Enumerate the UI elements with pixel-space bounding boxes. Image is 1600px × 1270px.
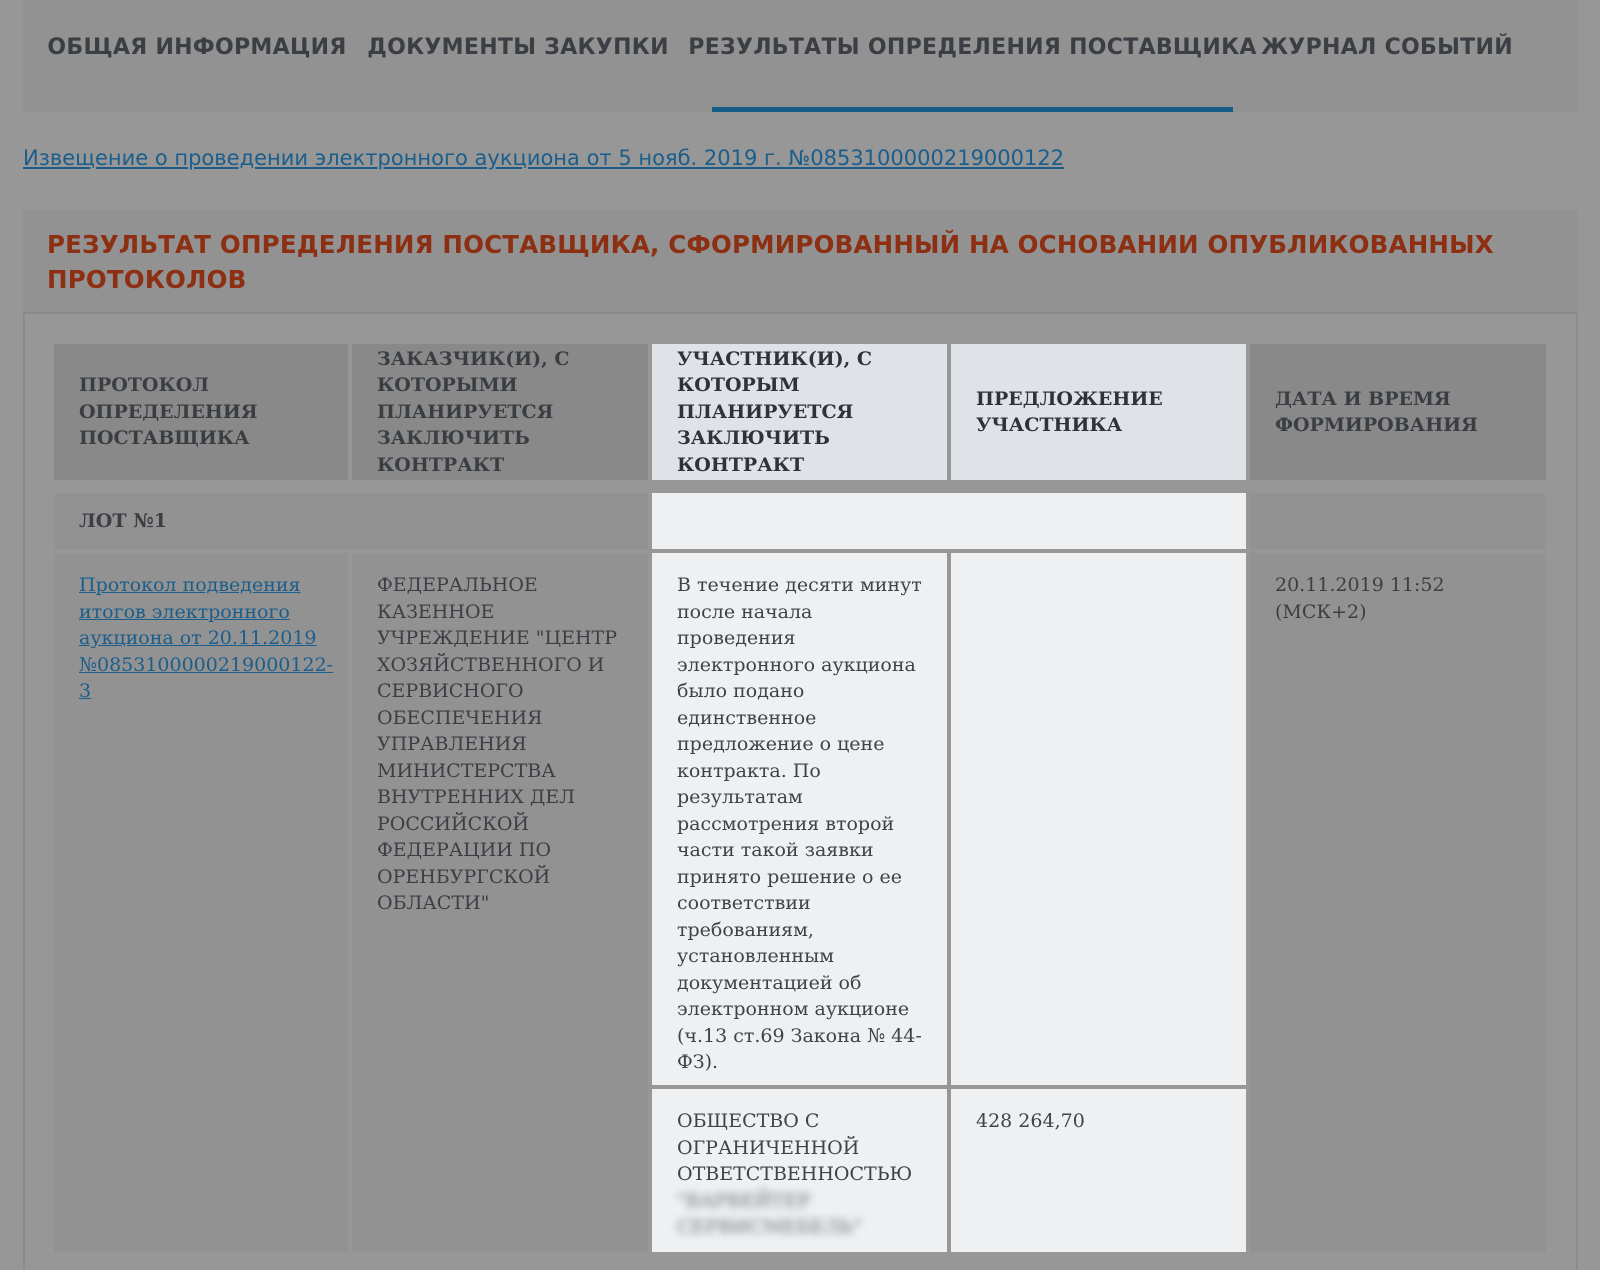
- datetime-cell: [1250, 553, 1546, 1252]
- formation-datetime: 20.11.2019 11:52 (МСК+2): [1275, 574, 1445, 623]
- lot-row-end: [1250, 493, 1546, 549]
- participant-cell: [652, 1089, 947, 1252]
- tab-procurement-docs[interactable]: ДОКУМЕНТЫ ЗАКУПКИ: [367, 34, 669, 60]
- lot-row-highlight: [652, 493, 1246, 549]
- offer-empty-cell: [951, 553, 1246, 1085]
- tab-supplier-results[interactable]: РЕЗУЛЬТАТЫ ОПРЕДЕЛЕНИЯ ПОСТАВЩИКА: [712, 0, 1233, 112]
- tab-general-info[interactable]: ОБЩАЯ ИНФОРМАЦИЯ: [47, 34, 347, 60]
- customer-name: ФЕДЕРАЛЬНОЕ КАЗЕННОЕ УЧРЕЖДЕНИЕ "ЦЕНТР ХОЗЯЙСТВЕННОГО И СЕРВИСНОГО ОБЕСПЕЧЕНИЯ УПРАВЛЕНИЯ МИНИСТЕРСТВА ВНУТРЕННИХ ДЕЛ РОССИЙСКОЙ ФЕДЕРАЦИИ ПО ОРЕНБУРГСКОЙ ОБЛАСТИ": [377, 574, 617, 914]
- tab-event-log[interactable]: ЖУРНАЛ СОБЫТИЙ: [1261, 34, 1513, 60]
- auction-notice-link[interactable]: Извещение о проведении электронного аукциона от 5 нояб. 2019 г. №0853100000219000122: [23, 146, 1065, 170]
- header-protocol: ПРОТОКОЛ ОПРЕДЕЛЕНИЯ ПОСТАВЩИКА: [54, 344, 348, 480]
- customer-cell: [352, 553, 648, 1252]
- participant-name-redacted: "ВАРВЕЙТЕР СЕРВИСМЕБЕЛЬ": [677, 1189, 862, 1238]
- header-offer: ПРЕДЛОЖЕНИЕ УЧАСТНИКА: [951, 344, 1246, 480]
- result-card-header: [23, 210, 1578, 314]
- participant-note-cell: [652, 553, 947, 1085]
- participant-name: ОБЩЕСТВО С ОГРАНИЧЕННОЙ ОТВЕТСТВЕННОСТЬЮ: [677, 1110, 913, 1185]
- result-card-title: РЕЗУЛЬТАТ ОПРЕДЕЛЕНИЯ ПОСТАВЩИКА, СФОРМИРОВАННЫЙ НА ОСНОВАНИИ ОПУБЛИКОВАННЫХ ПРОТОКОЛОВ: [47, 230, 1494, 294]
- protocol-link[interactable]: Протокол подведения итогов электронного аукциона от 20.11.2019 №0853100000219000122-3: [79, 574, 334, 702]
- tab-bar: [23, 0, 1578, 112]
- header-customer: ЗАКАЗЧИК(И), С КОТОРЫМИ ПЛАНИРУЕТСЯ ЗАКЛЮЧИТЬ КОНТРАКТ: [352, 344, 648, 480]
- offer-value: 428 264,70: [976, 1110, 1085, 1132]
- protocol-cell: [54, 553, 348, 1252]
- offer-cell: [951, 1089, 1246, 1252]
- participant-note: В течение десяти минут после начала проведения электронного аукциона было подано единственное предложение о цене контракта. По результатам рассмотрения второй части такой заявки принято решение о ее соответствии требованиям, установленным документацией об электронном аукционе (ч.13 ст.69 Закона № 44-ФЗ).: [677, 574, 922, 1073]
- lot-row: ЛОТ №1: [54, 493, 648, 549]
- header-participant: УЧАСТНИК(И), С КОТОРЫМ ПЛАНИРУЕТСЯ ЗАКЛЮЧИТЬ КОНТРАКТ: [652, 344, 947, 480]
- header-datetime: ДАТА И ВРЕМЯ ФОРМИРОВАНИЯ: [1250, 344, 1546, 480]
